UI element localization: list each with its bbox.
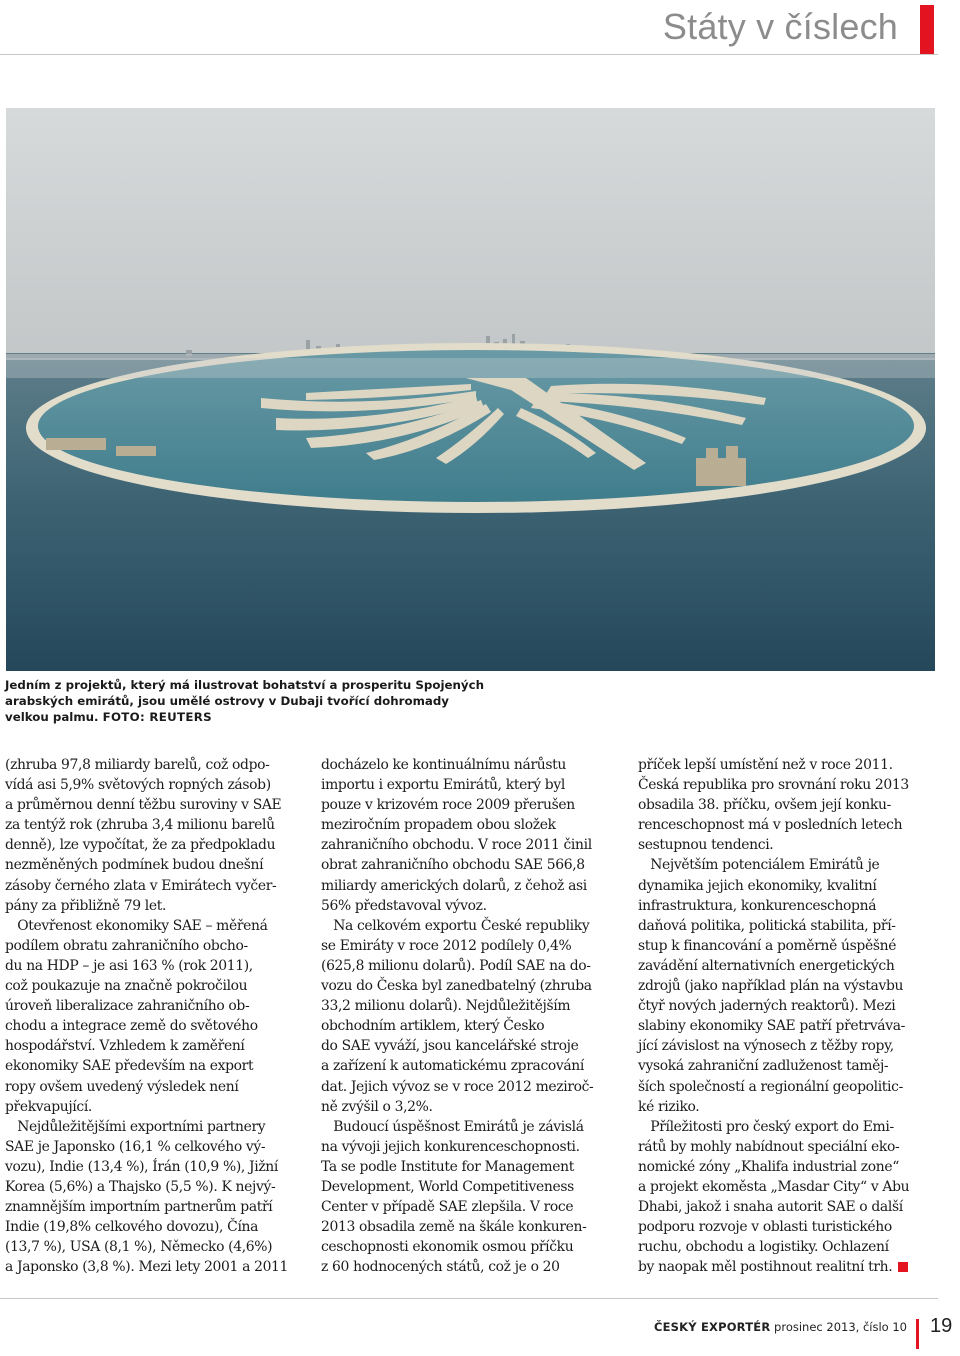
article-line: Center v případě SAE zlepšila. V roce [321,1199,574,1216]
article-line: a průměrnou denní těžbu suroviny v SAE [5,797,282,814]
caption-text: Jedním z projektů, který má ilustrovat bohatství a prosperitu Spojených arabských emirátů, jsou umělé ostrovy v Dubaji tvořící dohromady velkou palmu. [5,678,484,724]
article-line: slabiny ekonomiky SAE patří přetrváva- [638,1018,905,1035]
article-line: se Emiráty v roce 2012 podílely 0,4% [321,937,572,954]
article-line: 33,2 milionu dolarů). Nejdůležitějším [321,998,571,1015]
article-line: by naopak měl postihnout realitní trh. [638,1257,938,1277]
article-end-mark [898,1262,908,1272]
palm-islands-photo [6,108,935,671]
article-line: denně), lze vypočítat, že za předpokladu [5,837,276,854]
article-line: vozu), Indie (13,4 %), Írán (10,9 %), Jižní [5,1158,278,1175]
photo-caption [5,677,485,725]
article-line: Budoucí úspěšnost Emirátů je závislá [321,1118,584,1135]
article-line: Indie (19,8% celkového dovozu), Čína [5,1219,259,1236]
article-line: obrat zahraničního obchodu SAE 566,8 [321,857,585,874]
article-line: příček lepší umístění než v roce 2011. [638,757,893,773]
article-line: hospodářství. Vzhledem k zaměření [5,1038,245,1055]
article-line: docházelo ke kontinuálnímu nárůstu [321,757,566,773]
article-line: úroveň liberalizace zahraničního ob- [5,998,250,1015]
article-line: z 60 hodnocených států, což je o 20 [321,1259,560,1276]
photo-credit: FOTO: REUTERS [102,710,212,724]
article-line: infrastruktura, konkurenceschopná [638,897,877,914]
article-line: podílem obratu zahraničního obcho- [5,937,248,954]
article-line: Korea (5,6%) a Thajsko (5,5 %). K nejvý- [5,1178,276,1195]
article-line: importu i exportu Emirátů, který byl [321,777,565,794]
article-line: překvapující. [5,1098,92,1115]
page-number: 19 [930,1315,953,1337]
article-line: Nejdůležitějšími exportními partnery [5,1118,266,1135]
article-line: zahraničního obchodu. V roce 2011 činil [321,837,592,854]
article-column-3 [638,755,938,1277]
article-line: dat. Jejich vývoz se v roce 2012 meziroč- [321,1078,594,1095]
article-line: (625,8 milionu dolarů). Podíl SAE na do- [321,957,591,974]
article-line: sestupnou tendenci. [638,837,774,854]
article-line: jící závislost na výnosech z těžby ropy, [638,1038,894,1055]
magazine-name: ČESKÝ EXPORTÉR [653,1320,771,1334]
article-line: dynamika jejich ekonomiky, kvalitní [638,877,877,894]
article-line: Největším potenciálem Emirátů je [638,857,880,874]
article-line: (13,7 %), USA (8,1 %), Německo (4,6%) [5,1239,273,1256]
article-line: obsadila 38. příčku, ovšem její konku- [638,797,891,814]
section-accent-bar [920,5,934,54]
footer-accent-bar [916,1319,919,1349]
article-line: chodu a integrace země do světového [5,1018,258,1035]
article-line: Dhabi, jakož i snaha autorit SAE o další [638,1199,903,1216]
article-line: Česká republika pro srovnání roku 2013 [638,777,909,794]
article-line: nomické zóny „Khalifa industrial zone“ [638,1158,899,1175]
article-line: renceschopnost má v posledních letech [638,817,903,834]
article-column-1 [5,755,301,1277]
article-line: nezměněných podmínek budou dnešní [5,857,264,874]
article-line: ších společností a regionální geopolitic- [638,1078,903,1095]
article-line: daňová politika, politická stabilita, pří- [638,917,896,934]
article-line: ruchu, obchodu a logistiky. Ochlazení [638,1239,889,1256]
article-line: vysoká zahraniční zadluženost taměj- [638,1058,889,1075]
article-line: ceschopnosti ekonomik osmou příčku [321,1239,574,1256]
article-line: Ta se podle Institute for Management [321,1158,574,1175]
article-line: obchodním artiklem, který Česko [321,1018,545,1035]
article-line: pány za přibližně 79 let. [5,897,167,914]
article-line: Development, World Competitiveness [321,1178,574,1195]
article-line: Příležitosti pro český export do Emi- [638,1118,894,1135]
article-line: zavádění alternativních energetických [638,957,895,974]
footer-divider [0,1298,938,1299]
article-line: vídá asi 5,9% světových ropných zásob) [5,777,271,794]
article-line: na vývoji jejich konkurenceschopnosti. [321,1138,580,1155]
article-line: vozu do Česka byl zanedbatelný (zhruba [321,978,592,995]
article-line: 2013 obsadila země na škále konkuren- [321,1219,587,1236]
footer-info [654,1320,907,1334]
article-line: znamnějším importním partnerům patří [5,1199,273,1216]
section-title: Státy v číslech [662,6,898,47]
issue-info: prosinec 2013, číslo 10 [774,1320,907,1334]
article-line: zásoby černého zlata v Emirátech vyčer- [5,877,277,894]
article-line: ekonomiky SAE především na export [5,1058,254,1075]
article-line: a Japonsko (3,8 %). Mezi lety 2001 a 2011 [5,1259,289,1276]
article-line: (zhruba 97,8 miliardy barelů, což odpo- [5,757,270,773]
article-line: a projekt ekoměsta „Masdar City“ v Abu [638,1178,910,1195]
article-line: ké riziko. [638,1098,700,1115]
article-line: podporu rozvoje v oblasti turistického [638,1219,892,1236]
article-line: 56% představoval vývoz. [321,897,487,914]
article-line: meziročním propadem obou složek [321,817,556,834]
article-line: pouze v krizovém roce 2009 přerušen [321,797,575,814]
article-line: čtyř nových jaderných reaktorů). Mezi [638,998,896,1015]
article-line: Otevřenost ekonomiky SAE – měřená [5,917,268,934]
article-line: do SAE vyváží, jsou kancelářské stroje [321,1038,579,1055]
article-line: což poukazuje na značně pokročilou [5,978,248,995]
article-line: SAE je Japonsko (16,1 % celkového vý- [5,1138,266,1155]
header-divider [0,54,938,55]
article-line: du na HDP – je asi 163 % (rok 2011), [5,957,253,974]
article-line: stup k financování a poměrně úspěšné [638,937,897,954]
article-line: Na celkovém exportu České republiky [321,917,590,934]
article-line: za tentýž rok (zhruba 3,4 milionu barelů [5,817,275,834]
article-line: a zařízení k automatickému zpracování [321,1058,584,1075]
article-line: ně zvýšil o 3,2%. [321,1098,433,1115]
article-line: rátů by mohly nabídnout speciální eko- [638,1138,900,1155]
article-line: miliardy amerických dolarů, z čehož asi [321,877,587,894]
article-column-2 [321,755,617,1277]
article-line: ropy ovšem uvedený výsledek není [5,1078,239,1095]
article-line: zdrojů (jako například plán na výstavbu [638,978,904,995]
